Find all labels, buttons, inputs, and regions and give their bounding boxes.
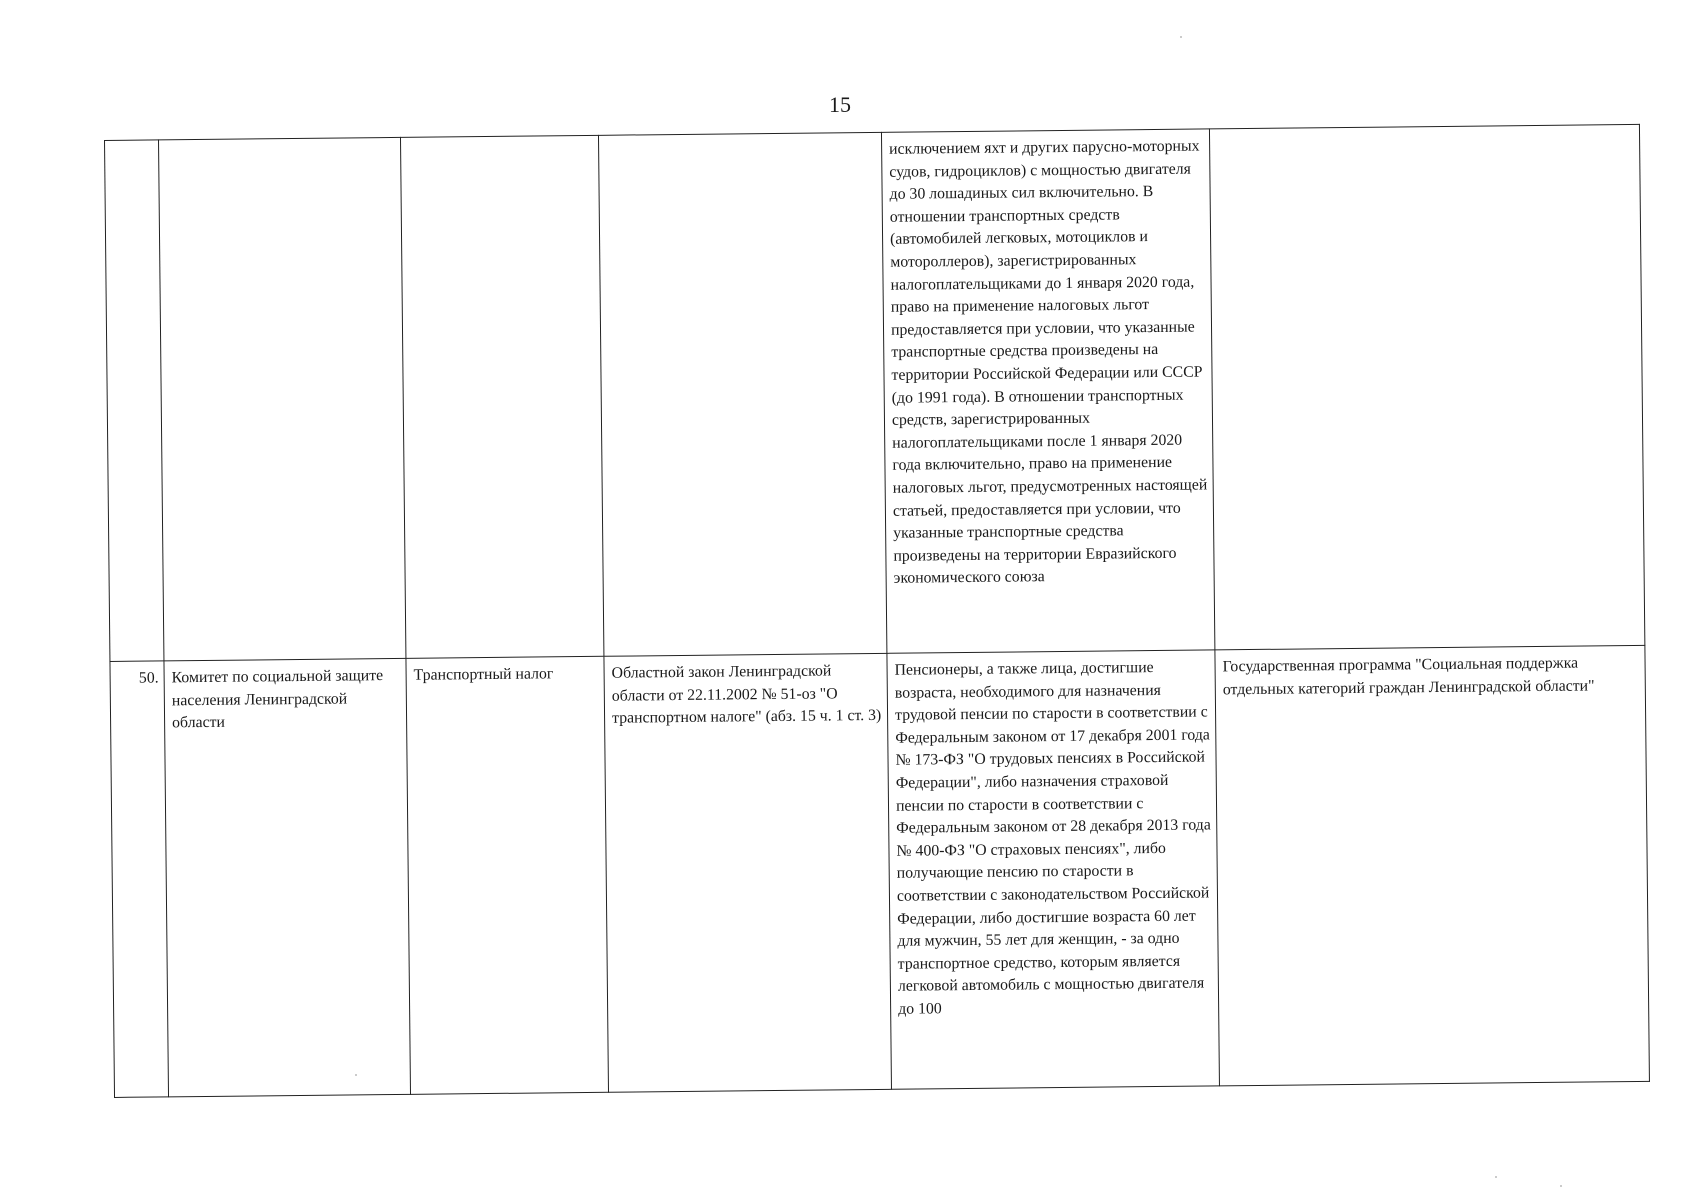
curator-cell: Комитет по социальной защите населения Ленинградской области [164, 658, 411, 1097]
table-row [110, 645, 1649, 1097]
tax-name-cell: Транспортный налог [406, 656, 609, 1094]
scan-speck [1495, 1176, 1497, 1178]
tax-benefits-table [104, 124, 1650, 1098]
state-program-cell [1209, 124, 1644, 649]
table-row [105, 124, 1645, 661]
law-reference-cell [598, 132, 886, 656]
beneficiary-category-cell: исключением яхт и других парусно-моторных судов, гидроциклов) с мощностью двигателя до 30 лошадиных сил включительно. В отношении транспортных средств (автомобилей легковых, мотоциклов и мотороллеров), зарегистрированных налогоплательщиками до 1 января 2020 года, право на применение налоговых льгот предоставляется при условии, что указанные транспортные средства произведены на территории Российской Федерации или СССР (до 1991 года). В отношении транспортных средств, зарегистрированных налогоплательщиками после 1 января 2020 года включительно, право на применение налоговых льгот, предусмотренных настоящей статьей, предоставляется при условии, что указанные транспортные средства произведены на территории Евразийского экономического союза [881, 129, 1214, 653]
page-number: 15 [829, 92, 851, 117]
row-number-cell: 50. [110, 661, 169, 1098]
scan-speck [1180, 36, 1182, 38]
scanned-sheet [104, 124, 1650, 1098]
scan-speck [1560, 1185, 1562, 1187]
beneficiary-category-cell: Пенсионеры, а также лица, достигшие возраста, необходимого для назначения трудовой пенсии по старости в соответствии с Федеральным законом от 17 декабря 2001 года № 173-ФЗ "О трудовых пенсиях в Российской Федерации", либо назначения страховой пенсии по старости в соответствии с Федеральным законом от 28 декабря 2013 года № 400-ФЗ "О страховых пенсиях", либо получающие пенсию по старости в соответствии с законодательством Российской Федерации, либо достигшие возраста 60 лет для мужчин, 55 лет для женщин, - за одно транспортное средство, которым является легковой автомобиль с мощностью двигателя до 100 [887, 650, 1220, 1089]
tax-name-cell [400, 135, 603, 658]
row-number-cell [105, 140, 164, 662]
state-program-cell: Государственная программа "Социальная поддержка отдельных категорий граждан Ленинградской области" [1215, 645, 1650, 1085]
scan-speck [355, 1074, 357, 1076]
curator-cell [159, 137, 406, 661]
law-reference-cell: Областной закон Ленинградской области от 22.11.2002 № 51-оз "О транспортном налоге" (абз. 15 ч. 1 ст. 3) [604, 653, 892, 1092]
